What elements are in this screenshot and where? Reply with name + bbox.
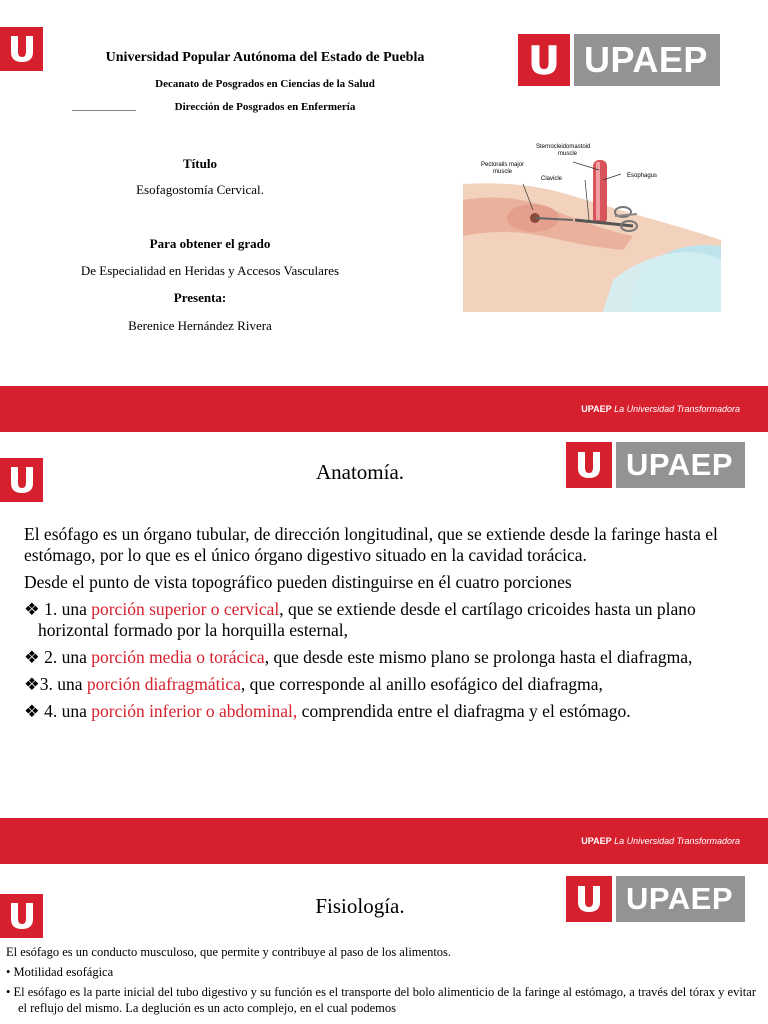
presenta-label: Presenta: (173, 290, 227, 305)
slide-fisiologia (0, 864, 768, 1024)
titulo-label: Título (183, 156, 217, 171)
label-pectoralis: Pectoralis major (481, 162, 525, 168)
anatomy-body (24, 524, 756, 728)
university-name: Universidad Popular Autónoma del Estado de Puebla (105, 50, 425, 65)
footer-band (0, 818, 768, 864)
label-scm-muscle: muscle (558, 151, 578, 157)
anatomy-item-2: ❖ 2. una porción media o torácica, que desde este mismo plano se prolonga hasta el diafragma, (24, 647, 693, 667)
upaep-wordmark: UPAEP (616, 876, 745, 922)
esophagostomy-illustration (463, 140, 721, 312)
physiology-bullet-2: • El esófago es la parte inicial del tubo digestivo y su función es el transporte del bolo alimenticio de la faringe al estómago, a través del tórax y evitar el reflujo del mismo. La deglución es un acto complejo, en el cual podemos (6, 985, 756, 1015)
physiology-bullet-1: • Motilidad esofágica (6, 965, 114, 979)
footer-tagline: UPAEP La Universidad Transformadora (581, 836, 740, 846)
decanato: Decanato de Posgrados en Ciencias de la Salud (155, 78, 375, 90)
upaep-wordmark: UPAEP (616, 442, 745, 488)
upaep-logo (566, 876, 745, 922)
upaep-logo (518, 34, 720, 86)
physiology-body (6, 944, 764, 1020)
label-esophagus: Esophagus (627, 173, 658, 179)
label-sternocleidomastoid: Sternocleidomastoid (536, 144, 591, 150)
presenta-value: Berenice Hernández Rivera (128, 318, 272, 333)
label-pectoralis-muscle: muscle (493, 169, 513, 175)
footer-tagline: UPAEP La Universidad Transformadora (581, 404, 740, 414)
anatomy-topo: Desde el punto de vista topográfico pueden distinguirse en él cuatro porciones (24, 572, 572, 592)
label-clavicle: Clavicle (541, 176, 563, 182)
grado-value: De Especialidad en Heridas y Accesos Vasculares (80, 263, 340, 278)
slide-title: Anatomía. (315, 460, 405, 484)
slide-anatomia (0, 432, 768, 864)
slide-title: Fisiología. (315, 894, 405, 918)
u-logo-icon (0, 894, 43, 938)
u-logo-icon (566, 876, 612, 922)
anatomy-item-1: ❖ 1. una porción superior o cervical, que se extiende desde el cartílago cricoides hasta un plano horizontal formado por la horquilla esternal, (24, 599, 696, 640)
grado-label: Para obtener el grado (149, 236, 271, 251)
titulo-value: Esofagostomía Cervical. (136, 182, 264, 197)
slide-title (0, 0, 768, 432)
anatomy-intro: El esófago es un órgano tubular, de dirección longitudinal, que se extiende desde la faringe hasta el estómago, por lo que es el único órgano digestivo situado en la cavidad torácica. (24, 524, 718, 565)
u-logo-icon (566, 442, 612, 488)
u-logo-icon (518, 34, 570, 86)
physiology-intro: El esófago es un conducto musculoso, que permite y contribuye al paso de los alimentos. (6, 945, 452, 959)
footer-band (0, 386, 768, 432)
upaep-wordmark: UPAEP (574, 34, 720, 86)
u-logo-icon (0, 27, 43, 71)
anatomy-item-3: ❖3. una porción diafragmática, que corresponde al anillo esofágico del diafragma, (24, 674, 603, 694)
anatomy-item-4: ❖ 4. una porción inferior o abdominal, comprendida entre el diafragma y el estómago. (24, 701, 631, 721)
u-logo-icon (0, 458, 43, 502)
direccion: Dirección de Posgrados en Enfermería (174, 101, 356, 113)
upaep-logo (566, 442, 745, 488)
